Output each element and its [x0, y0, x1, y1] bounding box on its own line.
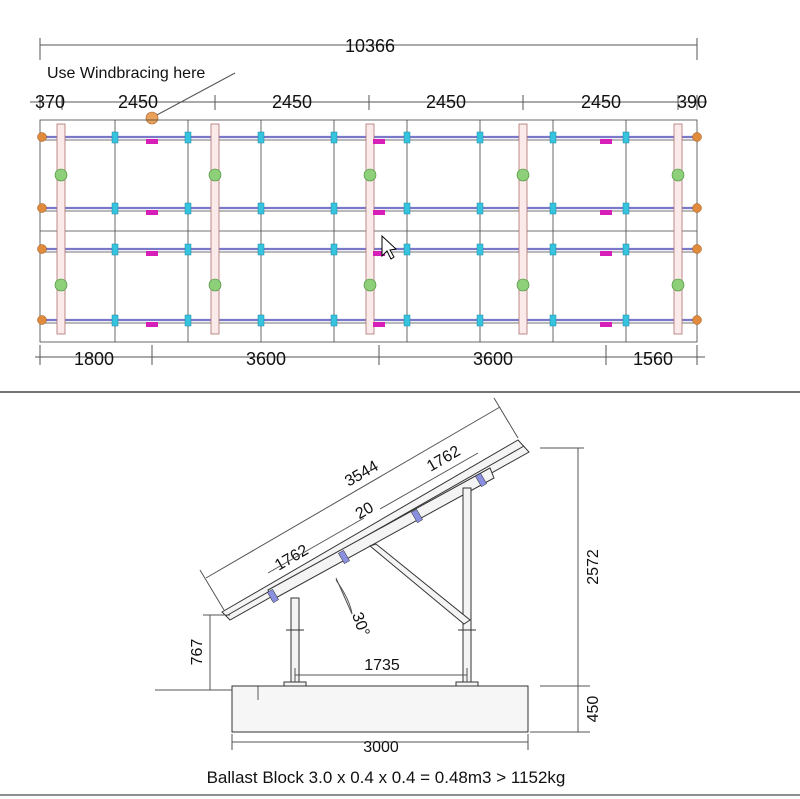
windbracing-note: Use Windbracing here [47, 65, 206, 82]
block-height-label: 450 [585, 695, 602, 723]
bottom-dim-3600-b: 3600 [472, 349, 514, 369]
upper-segment-label: 1762 [424, 442, 464, 476]
top-dim-2450-d: 2450 [580, 92, 622, 112]
gap-label: 20 [352, 499, 377, 523]
bottom-dim-1800: 1800 [73, 349, 115, 369]
cross-bracings [57, 124, 682, 334]
top-dim-2450-b: 2450 [271, 92, 313, 112]
top-dim-2450-a: 2450 [117, 92, 159, 112]
bottom-dim-1560: 1560 [632, 349, 674, 369]
tilt-angle-label: 30° [348, 610, 373, 639]
top-dim-390: 390 [676, 92, 708, 112]
overall-dimension-label: 10366 [344, 36, 396, 56]
diagonal-brace [370, 544, 470, 624]
top-dim-2450-c: 2450 [425, 92, 467, 112]
windbracing-marker [146, 112, 158, 124]
top-dim-370: 370 [34, 92, 66, 112]
bottom-dimension-chain [35, 345, 705, 365]
leg-height-label: 767 [189, 638, 206, 666]
block-height-dimension [530, 686, 590, 732]
support-rail [268, 468, 494, 600]
lower-segment-label: 1762 [272, 541, 312, 575]
bottom-dim-3600-a: 3600 [245, 349, 287, 369]
total-height-dimension [540, 448, 590, 686]
leg-spacing-label: 1735 [364, 657, 400, 674]
ballast-block [232, 686, 528, 732]
side-view [155, 398, 602, 787]
block-width-label: 3000 [363, 739, 399, 756]
ballast-caption: Ballast Block 3.0 x 0.4 x 0.4 = 0.48m3 > 1152kg [206, 768, 566, 787]
tilt-angle-leader [336, 578, 352, 614]
total-height-label: 2572 [585, 549, 602, 585]
plan-view [30, 36, 707, 369]
panel-length-label: 3544 [342, 457, 382, 491]
rear-leg [463, 488, 471, 684]
